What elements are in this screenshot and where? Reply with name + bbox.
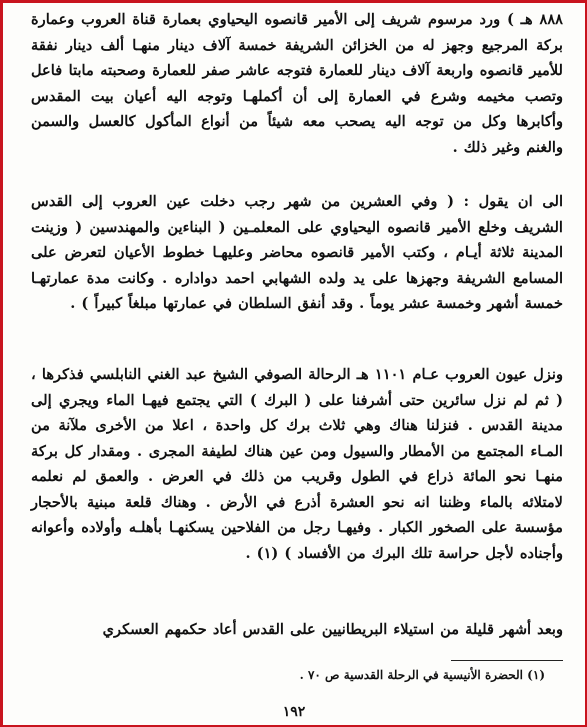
paragraph-1: ٨٨٨ هـ ) ورد مرسوم شريف إلى الأمير قانصوه اليحياوي بعمارة قناة العروب وعمارة بركة المرجيع وجهز له من الخزائن الشريفة خمسة آلاف دينار منهـا ألف دينار نفقة للأمير قانصوه واربعة آلاف دينار للعمارة فتوجه عاشر صفر للعمارة وصحبته مابتا فاعل وتصب مخيمه وشرع في العمارة إلى أن أكملهـا وتوجه اليه أعيان بيت المقدس وأكابرها وكل من توجه اليه يصحب معه شيئاً من أنواع المأكول كالعسل والسمن والغنم وغير ذلك . xyxy=(31,11,563,156)
paragraph-2: الى ان يقول : ( وفي العشرين من شهر رجب دخلت عين العروب إلى القدس الشريف وخلع الأمير قانصوه اليحياوي على المعلمـين ( البناءين والمهندسين ( وزينت المدينة ثلاثة أيـام ، وكتب الأمير قانصوه محاضر وعليهـا خطوط الأعيان لتعرض على المسامع الشريفة وجهزها على يد ولده الشهابي احمد دواداره . وكانت مدة عمارتهـا خمسة أشهر وخمسة عشر يوماً . وقد أنفق السلطان في عمارتها مبلغاً كبيراً ) . xyxy=(31,193,563,312)
page-number: ١٩٢ xyxy=(282,704,306,720)
footnote-divider xyxy=(451,660,563,661)
footnote: (١) الحضرة الأنيسية في الرحلة القدسية ص ٧٠ . xyxy=(299,668,545,682)
paragraph-4: وبعد أشهر قليلة من استيلاء البريطانيين على القدس أعاد حكمهم العسكري xyxy=(102,621,563,638)
paragraph-3: ونزل عيون العروب عـام ١١٠١ هـ الرحالة الصوفي الشيخ عبد الغني النابلسي فذكرها ، ( ثم لم نزل سائرين حتى أشرفنا على ( البرك ) التي يجتمع فيهـا الماء ويجري إلى مدينة القدس . فنزلنا هناك وهي ثلاث برك كل واحدة ، اعلا من الأخرى ملآنة من المـاء المجتمع من الأمطار والسيول ومن عين هناك لطيفة المجرى . ومقدار كل بركة منهـا نحو المائة ذراع في الطول وقريب من ذلك في العرض . والعمق لم نعلمه لامتلائه بالماء وظننا انه نحو العشرة أذرع في الأرض . وهناك قلعة مبنية بالأحجار مؤسسة على الصخور الكبار . وفيهـا رجل من الفلاحين يسكنهـا بأهلـه وأولاده وأعوانه وأجناده لأجل حراسة تلك البرك من الأفساد ) (١) . xyxy=(31,366,564,562)
